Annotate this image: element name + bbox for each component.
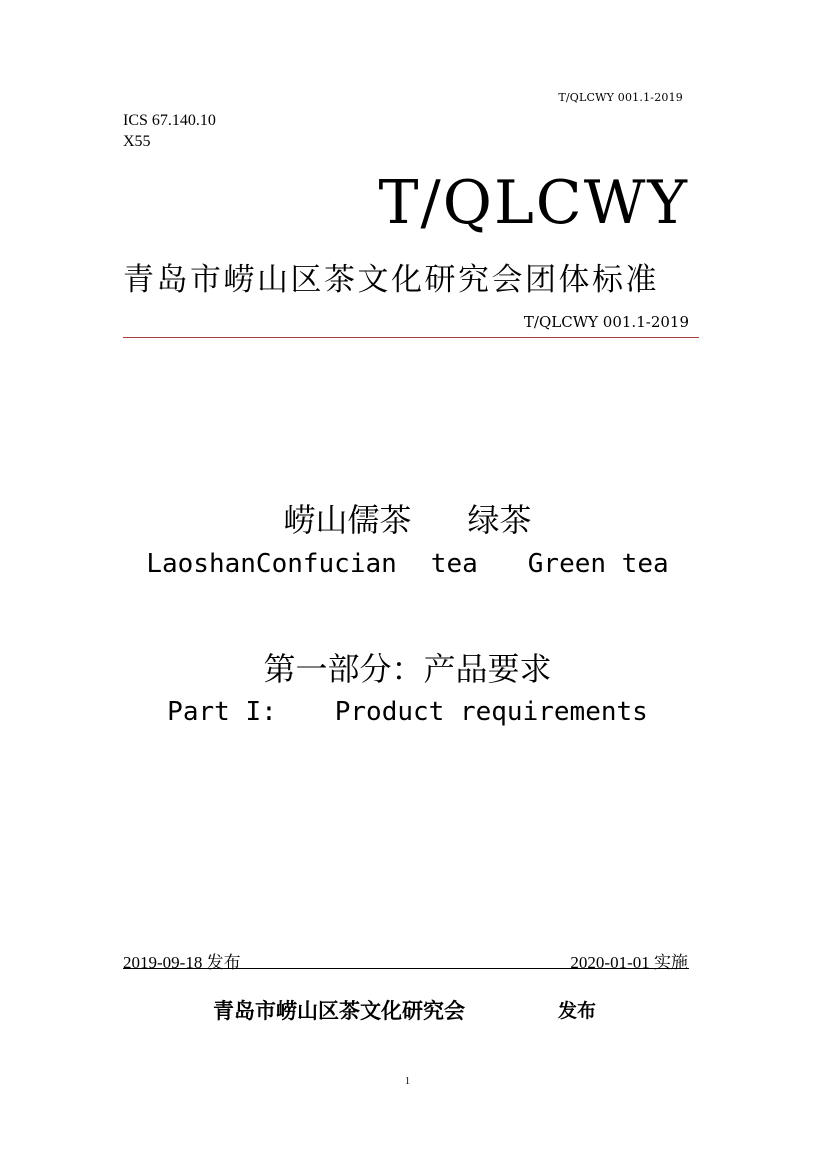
document-title-zh (0, 495, 815, 541)
publish-date: 2019-09-18 发布 (123, 953, 241, 972)
category-code: X55 (123, 133, 151, 150)
part-en-label: Part I: (167, 697, 277, 727)
ics-code: ICS 67.140.10 (123, 112, 216, 129)
organization-standard-title: 青岛市崂山区茶文化研究会团体标准 (123, 262, 659, 298)
part-title-en (0, 697, 815, 727)
part-en-title: Product requirements (334, 697, 648, 727)
page-number: 1 (405, 1076, 410, 1087)
title-en-part2: tea (430, 549, 478, 579)
header-divider (123, 337, 699, 338)
effective-date: 2020-01-01 实施 (570, 953, 688, 972)
part-title-zh: 第一部分：产品要求 (263, 650, 552, 688)
title-zh-part1: 崂山儒茶 (283, 501, 412, 539)
classification-block (123, 110, 216, 152)
document-title-en (0, 549, 815, 579)
title-en-part1: LaoshanConfucian (146, 549, 397, 579)
date-divider (123, 968, 689, 969)
title-zh-part2: 绿茶 (467, 501, 532, 539)
standard-mark: T/QLCWY (378, 168, 689, 238)
publisher-action: 发布 (558, 1000, 597, 1022)
header-standard-code: T/QLCWY 001.1-2019 (558, 91, 683, 104)
title-en-part3: Green tea (527, 549, 669, 579)
publisher-name: 青岛市崂山区茶文化研究会 (213, 999, 465, 1023)
standard-number: T/QLCWY 001.1-2019 (523, 313, 689, 331)
